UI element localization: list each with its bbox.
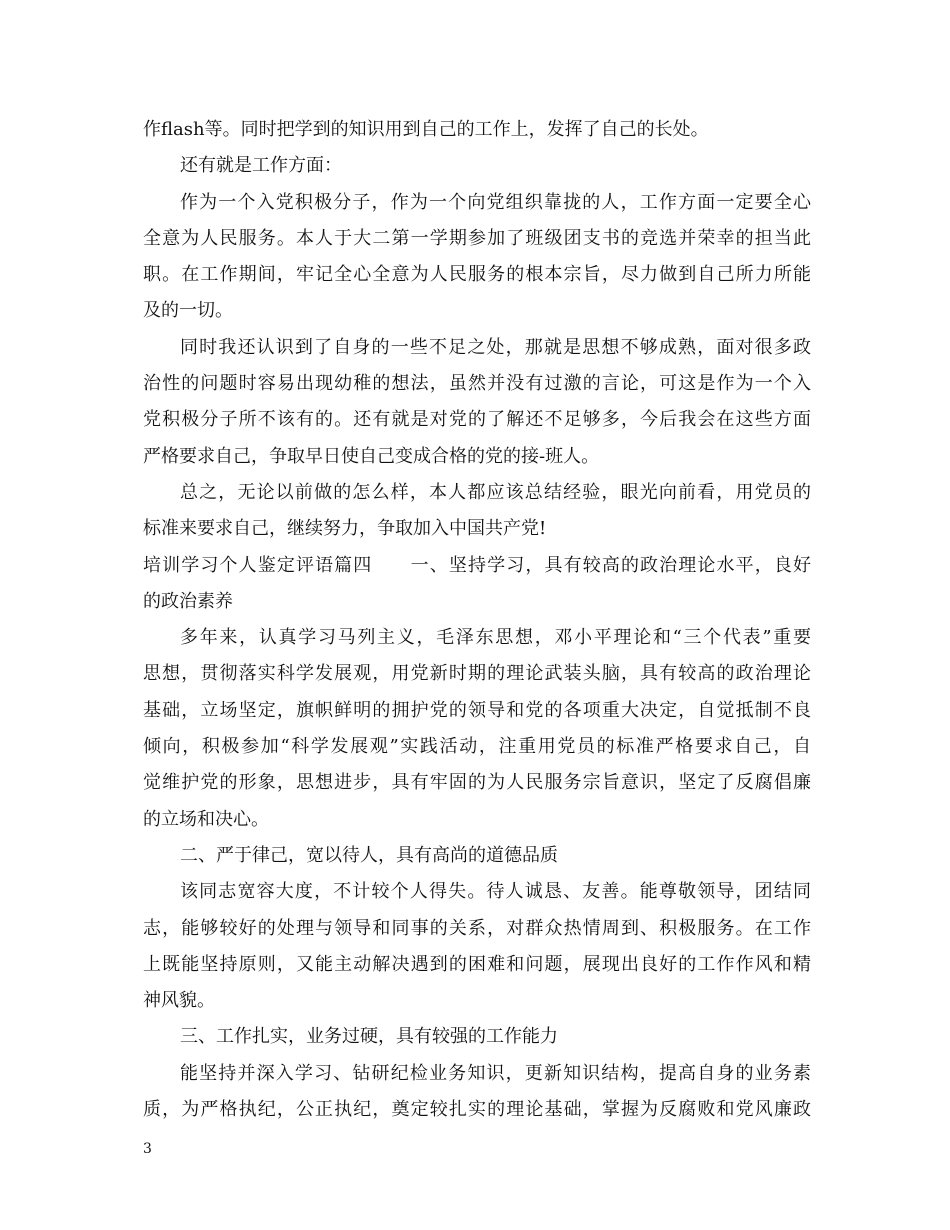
text-line: 职。在工作期间，牢记全心全意为人民服务的根本宗旨，尽力做到自己所力所能 <box>143 264 811 286</box>
text-line: 倾向，积极参加“科学发展观”实践活动，注重用党员的标准严格要求自己，自 <box>143 736 811 758</box>
text-line: 神风貌。 <box>143 990 215 1012</box>
text-line: 志，能够较好的处理与领导和同事的关系，对群众热情周到、积极服务。在工作 <box>143 917 811 939</box>
text-line: 全意为人民服务。本人于大二第一学期参加了班级团支书的竞选并荣幸的担当此 <box>143 227 811 249</box>
section-heading-line: 二、严于律己，宽以待人，具有高尚的道德品质 <box>180 844 558 866</box>
text-line: 多年来，认真学习马列主义，毛泽东思想，邓小平理论和“三个代表”重要 <box>180 627 811 649</box>
text-line: 觉维护党的形象，思想进步，具有牢固的为人民服务宗旨意识，坚定了反腐倡廉 <box>143 772 811 794</box>
text-line: 标准来要求自己，继续努力，争取加入中国共产党! <box>143 518 547 540</box>
text-line: 及的一切。 <box>143 300 233 322</box>
text-line: 能坚持并深入学习、钻研纪检业务知识，更新知识结构，提高自身的业务素 <box>180 1062 811 1084</box>
text-line: 作flash等。同时把学到的知识用到自己的工作上，发挥了自己的长处。 <box>143 119 709 140</box>
text-line: 的立场和决心。 <box>143 808 269 830</box>
text-line: 党积极分子所不该有的。还有就是对党的了解还不足够多，今后我会在这些方面 <box>143 409 811 431</box>
page-number: 3 <box>143 1141 152 1157</box>
text-line: 总之，无论以前做的怎么样，本人都应该总结经验，眼光向前看，用党员的 <box>180 481 811 503</box>
text-line: 该同志宽容大度，不计较个人得失。待人诚恳、友善。能尊敬领导，团结同 <box>180 881 811 903</box>
text-line: 严格要求自己，争取早日使自己变成合格的党的接-班人。 <box>143 445 600 467</box>
text-line: 思想，贯彻落实科学发展观，用党新时期的理论武装头脑，具有较高的政治理论 <box>143 663 811 685</box>
section-heading-line: 三、工作扎实，业务过硬，具有较强的工作能力 <box>180 1026 558 1048</box>
text-line: 质，为严格执纪，公正执纪，奠定较扎实的理论基础，掌握为反腐败和党风廉政 <box>143 1099 811 1121</box>
document-body <box>143 112 811 1128</box>
text-line: 还有就是工作方面： <box>180 155 342 177</box>
text-line: 作为一个入党积极分子，作为一个向党组织靠拢的人，工作方面一定要全心 <box>180 191 811 213</box>
section-heading-line: 的政治素养 <box>143 590 233 612</box>
text-line: 治性的问题时容易出现幼稚的想法，虽然并没有过激的言论，可这是作为一个入 <box>143 373 811 395</box>
text-line: 同时我还认识到了自身的一些不足之处，那就是思想不够成熟，面对很多政 <box>180 336 811 358</box>
text-line: 基础，立场坚定，旗帜鲜明的拥护党的领导和党的各项重大决定，自觉抵制不良 <box>143 699 811 721</box>
section-heading-line: 培训学习个人鉴定评语篇四 一、坚持学习，具有较高的政治理论水平，良好 <box>143 554 811 576</box>
text-line: 上既能坚持原则，又能主动解决遇到的困难和问题，展现出良好的工作作风和精 <box>143 953 811 975</box>
